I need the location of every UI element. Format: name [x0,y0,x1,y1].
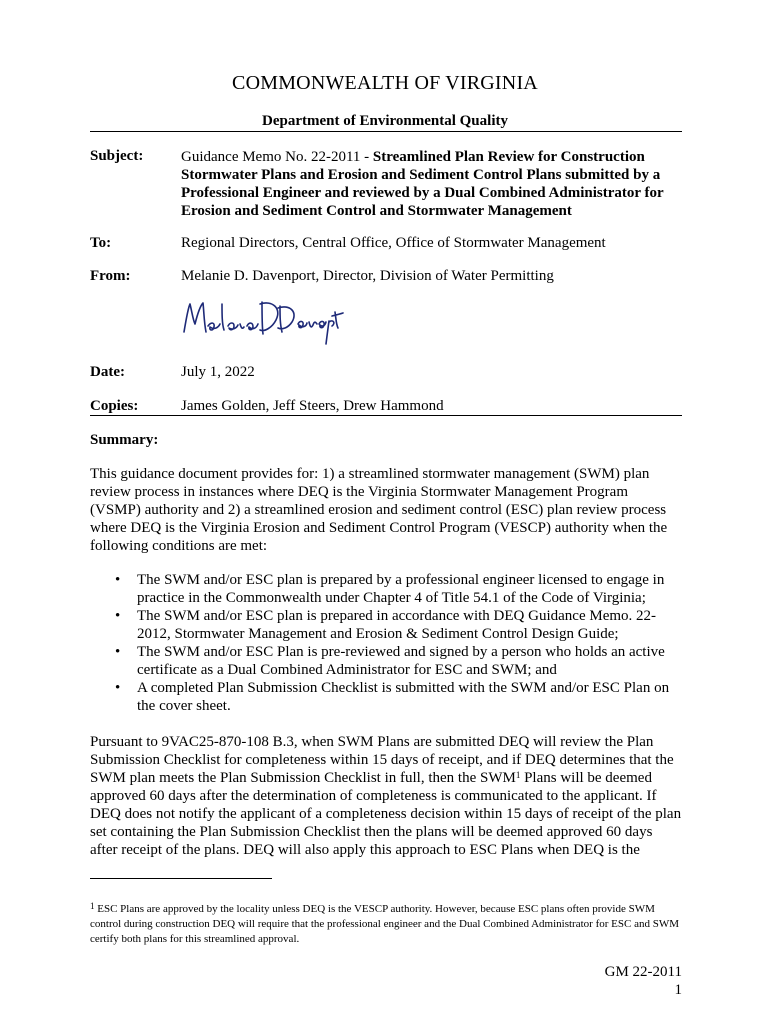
procedure-paragraph [90,733,682,859]
list-item [90,643,682,679]
bullet-icon: • [115,644,121,660]
from-label: From: [90,268,131,284]
footnote [90,902,682,947]
list-item [90,679,682,715]
bullet-icon: • [115,608,121,624]
procedure-text-a: Pursuant to 9VAC25-870-108 B.3, when SWM Plans are submitted DEQ will review the Plan Submission Checklist for completeness within 15 days of receipt, and if DEQ determines that the SWM plan meets the Plan Submission Checklist in full, then the SWM [90,734,674,786]
list-item-text: The SWM and/or ESC plan is prepared by a professional engineer licensed to engage in practice in the Commonwealth under Chapter 4 of Title 54.1 of the Code of Virginia; [137,572,665,606]
to-value: Regional Directors, Central Office, Office of Stormwater Management [181,235,606,251]
subject-prefix: Guidance Memo No. 22-2011 - [181,149,373,165]
memo-header-divider [90,415,682,416]
subject-text [181,148,681,220]
footnote-divider [90,878,272,879]
bullet-icon: • [115,572,121,588]
date-label: Date: [90,364,125,380]
copies-label: Copies: [90,398,139,414]
department-name: Department of Environmental Quality [262,113,508,129]
list-item-text: A completed Plan Submission Checklist is submitted with the SWM and/or ESC Plan on the cover sheet. [137,680,670,714]
list-item-text: The SWM and/or ESC plan is prepared in accordance with DEQ Guidance Memo. 22-2012, Stormwater Management and Erosion & Sediment Control Design Guide; [137,608,657,642]
to-label: To: [90,235,112,251]
conditions-list [90,571,682,715]
subject-label: Subject: [90,148,144,164]
bullet-icon: • [115,680,121,696]
footnote-text: ESC Plans are approved by the locality unless DEQ is the VESCP authority. However, because ESC plans often provide SWM control during construction DEQ will require that the professional engineer and the Dual Combined Administrator for ESC and SWM certify both plans for this streamlined approval. [90,903,679,945]
procedure-text-b: Plans will be deemed approved 60 days after the determination of completeness is communicated to the applicant. If DEQ does not notify the applicant of a completeness decision within 15 days of receipt of the plan set containing the Plan Submission Checklist then the plans will be deemed approved 60 days after receipt of the plans. DEQ will also apply this approach to ESC Plans when DEQ is the [90,770,682,858]
list-item-text: The SWM and/or ESC Plan is pre-reviewed and signed by a person who holds an active certificate as a Dual Combined Administrator for ESC and SWM; and [137,644,665,678]
summary-heading: Summary: [90,432,159,448]
document-title: COMMONWEALTH OF VIRGINIA [232,72,538,94]
list-item [90,571,682,607]
copies-value: James Golden, Jeff Steers, Drew Hammond [181,398,444,414]
subject-title: Streamlined Plan Review for Construction Stormwater Plans and Erosion and Sediment Control Plans submitted by a Professional Engineer and reviewed by a Dual Combined Administrator for Erosion and Sediment Control and Stormwater Management [181,149,664,219]
signature-image [180,294,345,346]
footnote-reference[interactable]: 1 [515,770,521,780]
list-item [90,607,682,643]
summary-intro: This guidance document provides for: 1) a streamlined stormwater management (SWM) plan review process in instances where DEQ is the Virginia Stormwater Management Program (VSMP) authority and 2) a streamlined erosion and sediment control (ESC) plan review process where DEQ is the Virginia Erosion and Sediment Control Program (VESCP) authority when the following conditions are met: [90,466,668,554]
document-id: GM 22-2011 [604,964,682,980]
footnote-marker: 1 [90,901,95,911]
date-value: July 1, 2022 [181,364,255,380]
from-value: Melanie D. Davenport, Director, Division of Water Permitting [181,268,554,284]
header-divider [90,131,682,132]
handwritten-signature [180,294,345,346]
page-number: 1 [674,982,682,998]
